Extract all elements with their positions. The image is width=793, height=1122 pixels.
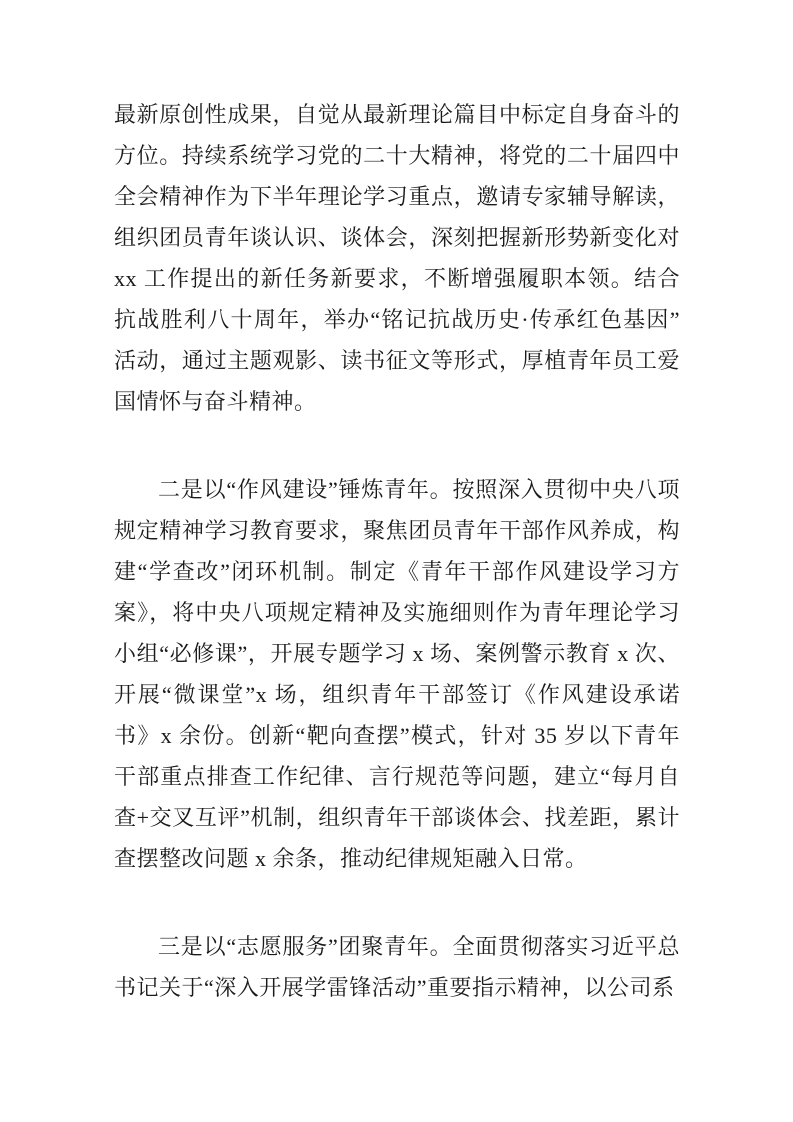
document-body bbox=[114, 94, 680, 1008]
paragraph-point-three: 三是以“志愿服务”团聚青年。全面贯彻落实习近平总书记关于“深入开展学雷锋活动”重要指示精神，以公司系 bbox=[114, 934, 680, 1000]
paragraph-point-two: 二是以“作风建设”锤炼青年。按照深入贯彻中央八项规定精神学习教育要求，聚焦团员青年干部作风养成，构建“学查改”闭环机制。制定《青年干部作风建设学习方案》，将中央八项规定精神及实施细则作为青年理论学习小组“必修课”，开展专题学习 x 场、案例警示教育 x 次、开展“微课堂”x 场，组织青年干部签订《作风建设承诺书》x 余份。创新“靶向查摆”模式，针对 35 岁以下青年干部重点排查工作纪律、言行规范等问题，建立“每月自查+交叉互评”机制，组织青年干部谈体会、找差距，累计查摆整改问题 x 余条，推动纪律规矩融入日常。 bbox=[114, 477, 680, 871]
paragraph-continuation: 最新原创性成果，自觉从最新理论篇目中标定自身奋斗的方位。持续系统学习党的二十大精神，将党的二十届四中全会精神作为下半年理论学习重点，邀请专家辅导解读，组织团员青年谈认识、谈体会，深刻把握新形势新变化对 xx 工作提出的新任务新要求，不断增强履职本领。结合抗战胜利八十周年，举办“铭记抗战历史·传承红色基因”活动，通过主题观影、读书征文等形式，厚植青年员工爱国情怀与奋斗精神。 bbox=[114, 102, 680, 414]
